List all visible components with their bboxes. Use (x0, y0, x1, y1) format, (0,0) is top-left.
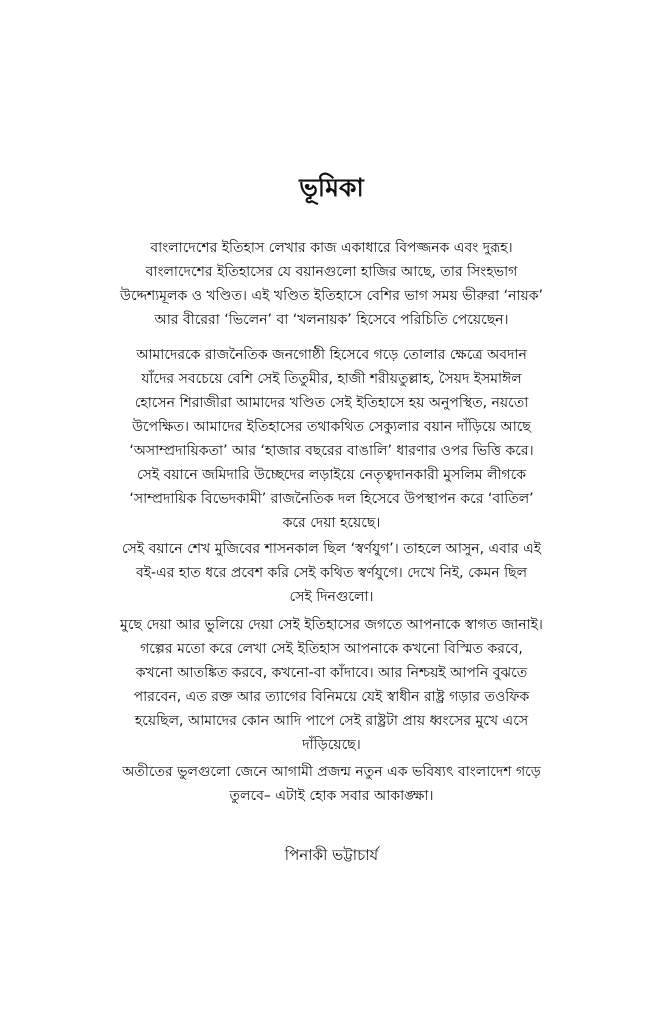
paragraph-line: কখনো আতঙ্কিত করবে, কখনো-বা কাঁদাবে। আর নিশ্চয়ই আপনি বুঝতে (135, 665, 528, 681)
paragraph-line: বাংলাদেশের ইতিহাসের যে বয়ানগুলো হাজির আছে, তার সিংহভাগ (145, 264, 518, 280)
paragraph-line: ‘সাম্প্রদায়িক বিভেদকামী’ রাজনৈতিক দল হিসেবে উপস্থাপন করে ‘বাতিল’ (129, 491, 534, 507)
paragraph-line: মুছে দেয়া আর ভুলিয়ে দেয়া সেই ইতিহাসের জগতে আপনাকে স্বাগত জানাই। (120, 617, 543, 633)
paragraph-line: তুলবে– এটাই হোক সবার আকাঙ্ক্ষা। (229, 788, 434, 804)
paragraph-line: সেই দিনগুলো। (289, 589, 374, 605)
paragraph-line: উপেক্ষিত। আমাদের ইতিহাসের তথাকথিত সেক্যুলার বয়ান দাঁড়িয়ে আছে (132, 419, 531, 435)
paragraph-1 (100, 236, 563, 332)
paragraph-line: আর বীরেরা ‘ভিলেন’ বা ‘খলনায়ক’ হিসেবে পরিচিতি পেয়েছেন। (154, 312, 509, 328)
paragraph-line: উদ্দেশ্যমূলক ও খণ্ডিত। এই খণ্ডিত ইতিহাসে বেশির ভাগ সময় ভীরুরা ‘নায়ক’ (120, 288, 543, 304)
paragraph-line: হয়েছিল, আমাদের কোন আদি পাপে সেই রাষ্ট্রটা প্রায় ধ্বংসের মুখে এসে (134, 713, 529, 729)
paragraph-4 (100, 613, 563, 757)
paragraph-line: ‘অসাম্প্রদায়িকতা’ আর ‘হাজার বছরের বাঙালি’ ধারণার ওপর ভিত্তি করে। (129, 443, 534, 459)
paragraph-5 (100, 760, 563, 808)
paragraph-line: হোসেন শিরাজীরা আমাদের খণ্ডিত সেই ইতিহাসে হয় অনুপস্থিত, নয়তো (134, 395, 529, 411)
page-title: ভূমিকা (299, 173, 364, 202)
paragraph-line: অতীতের ভুলগুলো জেনে আগামী প্রজন্ম নতুন এক ভবিষ্যৎ বাংলাদেশ গড়ে (122, 764, 541, 780)
paragraph-line: যাঁদের সবচেয়ে বেশি সেই তিতুমীর, হাজী শরীয়তুল্লাহ, সৈয়দ ইসমাঈল (141, 371, 522, 387)
paragraph-line: করে দেয়া হয়েছে। (282, 515, 381, 531)
paragraph-line: পারবেন, এত রক্ত আর ত্যাগের বিনিময়ে যেই স্বাধীন রাষ্ট্র গড়ার তওফিক (133, 689, 530, 705)
author-signature: পিনাকী ভট্টাচার্য (284, 846, 379, 864)
paragraph-2 (100, 343, 563, 535)
paragraph-line: আমাদেরকে রাজনৈতিক জনগোষ্ঠী হিসেবে গড়ে তোলার ক্ষেত্রে অবদান (136, 347, 527, 363)
paragraph-line: সেই বয়ানে জমিদারি উচ্ছেদের লড়াইয়ে নেতৃত্বদানকারী মুসলিম লীগকে (136, 467, 527, 483)
paragraph-line: দাঁড়িয়েছে। (302, 737, 361, 753)
paragraph-line: গল্পের মতো করে লেখা সেই ইতিহাস আপনাকে কখনো বিস্মিত করবে, (140, 641, 523, 657)
paragraph-line: বাংলাদেশের ইতিহাস লেখার কাজ একাধারে বিপজ্জনক এবং দুরূহ। (150, 240, 513, 256)
paragraph-line: বই-এর হাত ধরে প্রবেশ করি সেই কথিত স্বর্ণযুগে। দেখে নিই, কেমন ছিল (135, 565, 528, 581)
paragraph-3 (100, 537, 563, 609)
paragraph-line: সেই বয়ানে শেখ মুজিবের শাসনকাল ছিল ‘স্বর্ণযুগ’। তাহলে আসুন, এবার এই (121, 541, 542, 557)
